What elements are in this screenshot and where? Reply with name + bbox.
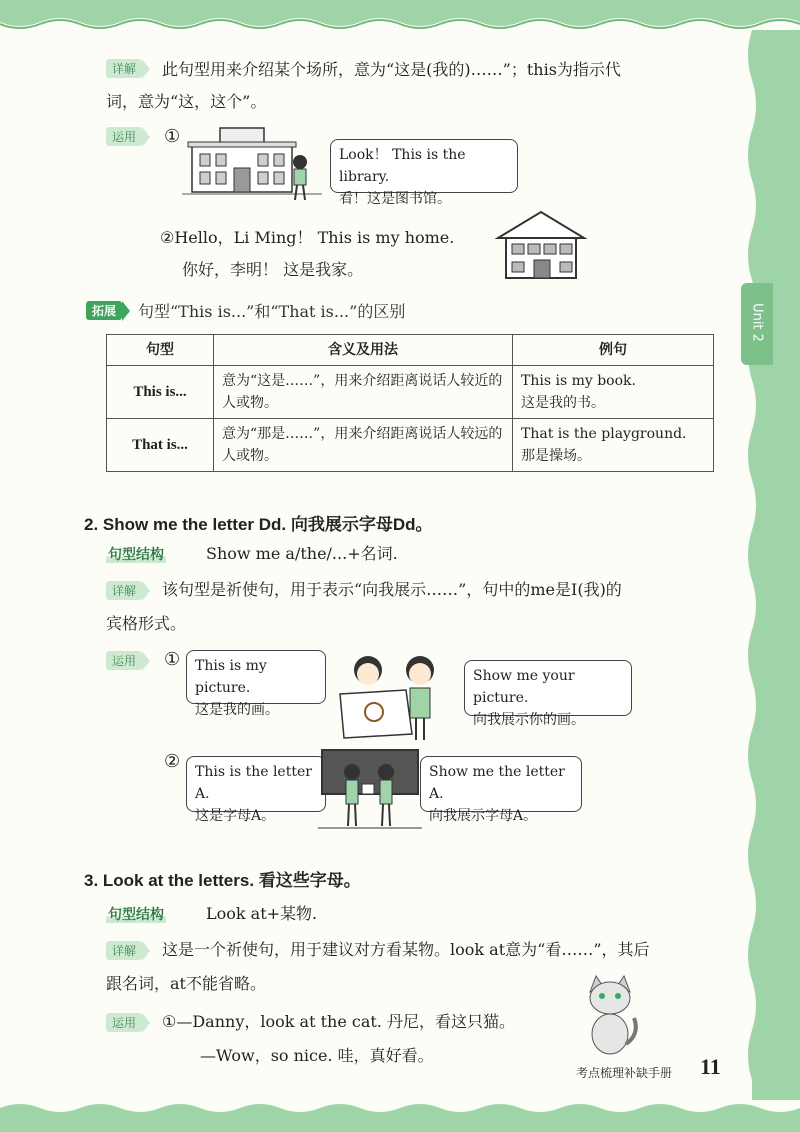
library-illustration [182,124,328,210]
table-row [107,419,714,472]
bubble-en: Look！ This is the library. [339,147,466,185]
section2-detail-tag: 详解 [106,580,142,600]
section2-detail-line1: 该句型是祈使句，用于表示“向我展示……”，句中的me是I(我)的 [162,580,622,599]
letter-bubble-left: This is the letter A. 这是字母A。 [186,756,326,812]
unit-side-tab[interactable] [741,283,773,365]
top-wave-border [0,0,800,40]
row-pattern: This is... [107,366,214,419]
section3-example1: ①—Danny，look at the cat. 丹尼，看这只猫。 [162,1012,515,1031]
table-header-row [107,335,714,366]
top-detail-tag: 详解 [106,58,142,78]
page-number: 11 [700,1054,721,1079]
right-wave-border [740,30,800,1100]
unit-side-tab-label: Unit 2 [749,303,765,342]
blackboard-illustration [318,746,422,838]
section2-detail-line2: 宾格形式。 [106,614,187,633]
section2-usage-tag: 运用 [106,650,142,670]
header-meaning: 含义及用法 [214,335,513,366]
top-example2-cn: 你好，李明！ 这是我家。 [182,260,364,279]
section3-struct-tag: 句型结构 [108,907,164,923]
home-illustration [494,208,588,282]
section3-detail-tag: 详解 [106,940,142,960]
footer-book-title: 考点梳理补缺手册 [576,1066,673,1080]
section3-example2: —Wow，so nice. 哇，真好看。 [200,1046,434,1065]
section3-title: 3. Look at the letters. 看这些字母。 [84,871,361,890]
section3-detail-line1: 这是一个祈使句，用于建议对方看某物。look at意为“看……”，其后 [162,940,650,959]
section2-num2: ② [164,751,181,772]
picture-bubble-right: Show me your picture. 向我展示你的画。 [464,660,632,716]
section2-num1: ① [164,649,181,670]
section2-title: 2. Show me the letter Dd. 向我展示字母Dd。 [84,515,433,534]
row-pattern: That is... [107,419,214,472]
table-row [107,366,714,419]
library-speech-bubble [330,139,518,207]
section3-detail-line2: 跟名词，at不能省略。 [106,974,266,993]
section2-struct-tag: 句型结构 [108,547,164,563]
letter-bubble-right: Show me the letter A. 向我展示字母A。 [420,756,582,812]
row-meaning: 意为“这是……”，用来介绍距离说话人较近的人或物。 [214,366,513,419]
extend-tag: 拓展 [86,300,122,320]
kids-picture-illustration [330,650,450,742]
row-example: This is my book. 这是我的书。 [513,366,714,419]
top-example2-en: ②Hello，Li Ming！ This is my home. [160,228,455,247]
section2-struct-text: Show me a/the/...+名词. [206,544,398,563]
header-pattern: 句型 [107,335,214,366]
bubble-cn: 看！这是图书馆。 [339,191,451,207]
extend-title: 句型“This is...”和“That is...”的区别 [138,302,406,321]
row-example: That is the playground. 那是操场。 [513,419,714,472]
top-detail-line2: 词，意为“这，这个”。 [106,92,267,111]
picture-bubble-left: This is my picture. 这是我的画。 [186,650,326,704]
section3-struct-text: Look at+某物. [206,904,318,923]
row-meaning: 意为“那是……”，用来介绍距离说话人较远的人或物。 [214,419,513,472]
bottom-wave-border [0,1092,800,1132]
comparison-table [106,334,714,472]
header-example: 例句 [513,335,714,366]
cat-illustration [580,974,642,1056]
top-usage-num1: ① [164,126,181,147]
section3-usage-tag: 运用 [106,1012,142,1032]
top-usage-tag: 运用 [106,126,142,146]
top-detail-line1: 此句型用来介绍某个场所，意为“这是(我的)……”；this为指示代 [162,60,621,79]
